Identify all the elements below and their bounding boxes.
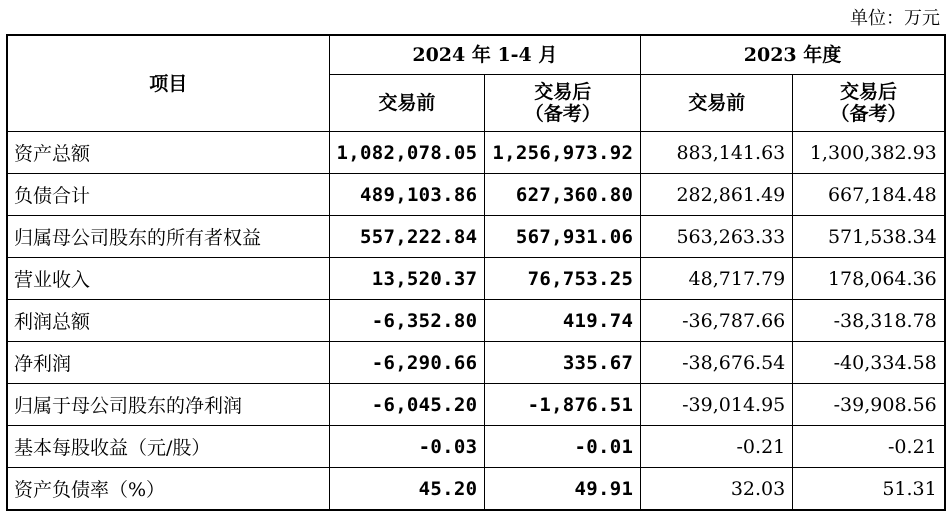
header-after-line1: 交易后: [534, 81, 592, 103]
cell-2024-after: 627,360.80: [485, 174, 641, 216]
table-row: [7, 300, 945, 342]
cell-2024-before: 557,222.84: [329, 216, 485, 258]
table-row: [7, 342, 945, 384]
row-label: 资产负债率（%）: [7, 468, 329, 511]
cell-2023-before: 48,717.79: [641, 258, 793, 300]
header-after-line2: （备考）: [524, 103, 601, 125]
cell-2023-before: -39,014.95: [641, 384, 793, 426]
cell-2023-after: 178,064.36: [793, 258, 945, 300]
cell-2023-before: 883,141.63: [641, 132, 793, 174]
table-row: [7, 468, 945, 511]
cell-2024-before: -6,045.20: [329, 384, 485, 426]
cell-2023-after: -0.21: [793, 426, 945, 468]
table-row: [7, 174, 945, 216]
cell-2023-after: 667,184.48: [793, 174, 945, 216]
table-row: [7, 258, 945, 300]
table-row: [7, 384, 945, 426]
cell-2023-before: -0.21: [641, 426, 793, 468]
header-item: 项目: [7, 35, 329, 132]
cell-2024-after: -1,876.51: [485, 384, 641, 426]
header-2024-after: [485, 75, 641, 132]
cell-2024-before: 489,103.86: [329, 174, 485, 216]
cell-2023-before: 563,263.33: [641, 216, 793, 258]
cell-2024-after: 567,931.06: [485, 216, 641, 258]
cell-2023-before: 282,861.49: [641, 174, 793, 216]
table-row: [7, 132, 945, 174]
cell-2023-before: -36,787.66: [641, 300, 793, 342]
header-after-line2: （备考）: [830, 103, 907, 125]
cell-2024-after: -0.01: [485, 426, 641, 468]
cell-2024-after: 76,753.25: [485, 258, 641, 300]
row-label: 资产总额: [7, 132, 329, 174]
cell-2023-before: 32.03: [641, 468, 793, 511]
cell-2023-after: 51.31: [793, 468, 945, 511]
cell-2024-before: -6,352.80: [329, 300, 485, 342]
cell-2024-before: -0.03: [329, 426, 485, 468]
cell-2023-after: 571,538.34: [793, 216, 945, 258]
header-period-2024: 2024 年 1-4 月: [329, 35, 641, 75]
row-label: 利润总额: [7, 300, 329, 342]
row-label: 净利润: [7, 342, 329, 384]
row-label: 营业收入: [7, 258, 329, 300]
cell-2024-before: 13,520.37: [329, 258, 485, 300]
header-period-2023: 2023 年度: [641, 35, 945, 75]
cell-2023-after: 1,300,382.93: [793, 132, 945, 174]
header-2023-before: 交易前: [641, 75, 793, 132]
row-label: 基本每股收益（元/股）: [7, 426, 329, 468]
unit-label: 单位：万元: [850, 8, 940, 29]
cell-2023-after: -38,318.78: [793, 300, 945, 342]
cell-2023-after: -40,334.58: [793, 342, 945, 384]
cell-2024-after: 335.67: [485, 342, 641, 384]
table-row: [7, 426, 945, 468]
cell-2024-after: 419.74: [485, 300, 641, 342]
row-label: 负债合计: [7, 174, 329, 216]
financial-table: [6, 34, 946, 511]
header-2024-before: 交易前: [329, 75, 485, 132]
row-label: 归属母公司股东的所有者权益: [7, 216, 329, 258]
cell-2023-before: -38,676.54: [641, 342, 793, 384]
cell-2023-after: -39,908.56: [793, 384, 945, 426]
cell-2024-before: 45.20: [329, 468, 485, 511]
cell-2024-before: 1,082,078.05: [329, 132, 485, 174]
table-row: [7, 216, 945, 258]
cell-2024-before: -6,290.66: [329, 342, 485, 384]
row-label: 归属于母公司股东的净利润: [7, 384, 329, 426]
header-after-line1: 交易后: [839, 81, 897, 103]
cell-2024-after: 1,256,973.92: [485, 132, 641, 174]
header-2023-after: [793, 75, 945, 132]
cell-2024-after: 49.91: [485, 468, 641, 511]
